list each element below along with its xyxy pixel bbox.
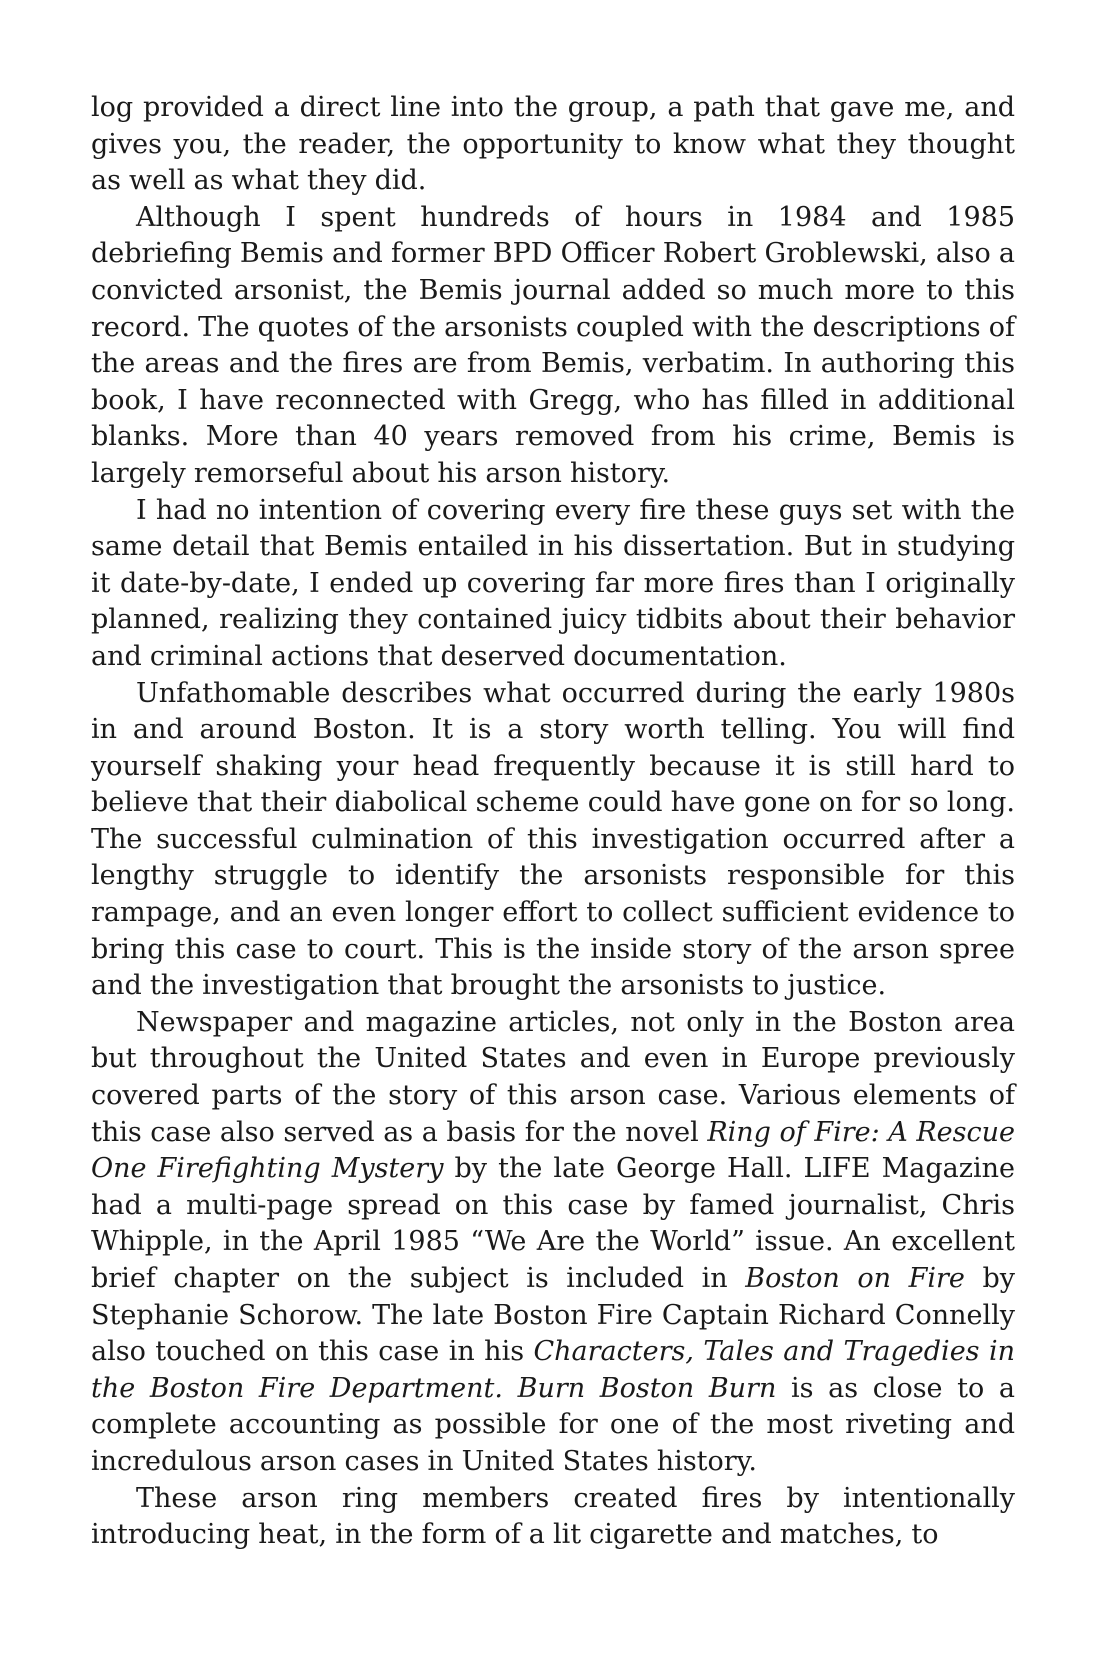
paragraph-text: These arson ring members created fires by intentionally introducing heat, in the form of a lit cigarette and matches, to (91, 1482, 1015, 1551)
paragraph-4 (91, 676, 1015, 1005)
paragraph-3 (91, 493, 1015, 676)
book-titles-characters-and-burn-boston-burn: Characters, Tales and Tragedies in the Boston Fire Department. Burn Boston Burn (91, 1336, 1015, 1404)
paragraph-text: Newspaper and magazine articles, not only in the Boston area but throughout the United States and even in Europe previously covered parts of the story of this arson case. Various elements of this case also served as a basis for the novel (91, 1006, 1015, 1148)
paragraph-text: by the late George Hall. LIFE Magazine had a multi-page spread on this case by famed journalist, Chris Whipple, in the April 1985 “We Are the World” issue. An excellent brief chapter on the subject is included in (91, 1153, 1015, 1294)
paragraph-text: Although I spent hundreds of hours in 1984 and 1985 debriefing Bemis and former BPD Officer Robert Groblewski, also a convicted arsonist, the Bemis journal added so much more to this record. The quotes of the arsonists coupled with the descriptions of the areas and the fires are from Bemis, verbatim. In authoring this book, I have reconnected with Gregg, who has filled in additional blanks. More than 40 years removed from his crime, Bemis is largely remorseful about his arson history. (91, 201, 1015, 489)
paragraph-text: is as close to a complete accounting as possible for one of the most riveting and incredulous arson cases in United States history. (91, 1372, 1015, 1477)
paragraph-text: log provided a direct line into the group, a path that gave me, and gives you, the reader, the opportunity to know what they thought as well as what they did. (91, 92, 1015, 197)
paragraph-text: Unfathomable describes what occurred during the early 1980s in and around Boston. It is a story worth telling. You will find yourself shaking your head frequently because it is still hard to believe that their diabolical scheme could have gone on for so long. The successful culmination of this investigation occurred after a lengthy struggle to identify the arsonists responsible for this rampage, and an even longer effort to collect sufficient evidence to bring this case to court. This is the inside story of the arson spree and the investigation that brought the arsonists to justice. (91, 677, 1015, 1002)
paragraph-5 (91, 1005, 1015, 1481)
page-body (91, 90, 1015, 1554)
paragraph-2 (91, 200, 1015, 493)
paragraph-6 (91, 1481, 1015, 1554)
book-title-boston-on-fire: Boston on Fire (745, 1263, 965, 1294)
book-title-ring-of-fire: Ring of Fire: A Rescue One Firefighting Mystery (91, 1116, 1016, 1185)
paragraph-text: I had no intention of covering every fire these guys set with the same detail that Bemis entailed in his dissertation. But in studying it date-by-date, I ended up covering far more fires than I originally planned, realizing they contained juicy tidbits about their behavior and criminal actions that deserved documentation. (91, 494, 1015, 672)
paragraph-1 (91, 90, 1015, 200)
paragraph-text: by Stephanie Schorow. The late Boston Fire Captain Richard Connelly also touched on this case in his (91, 1263, 1016, 1368)
